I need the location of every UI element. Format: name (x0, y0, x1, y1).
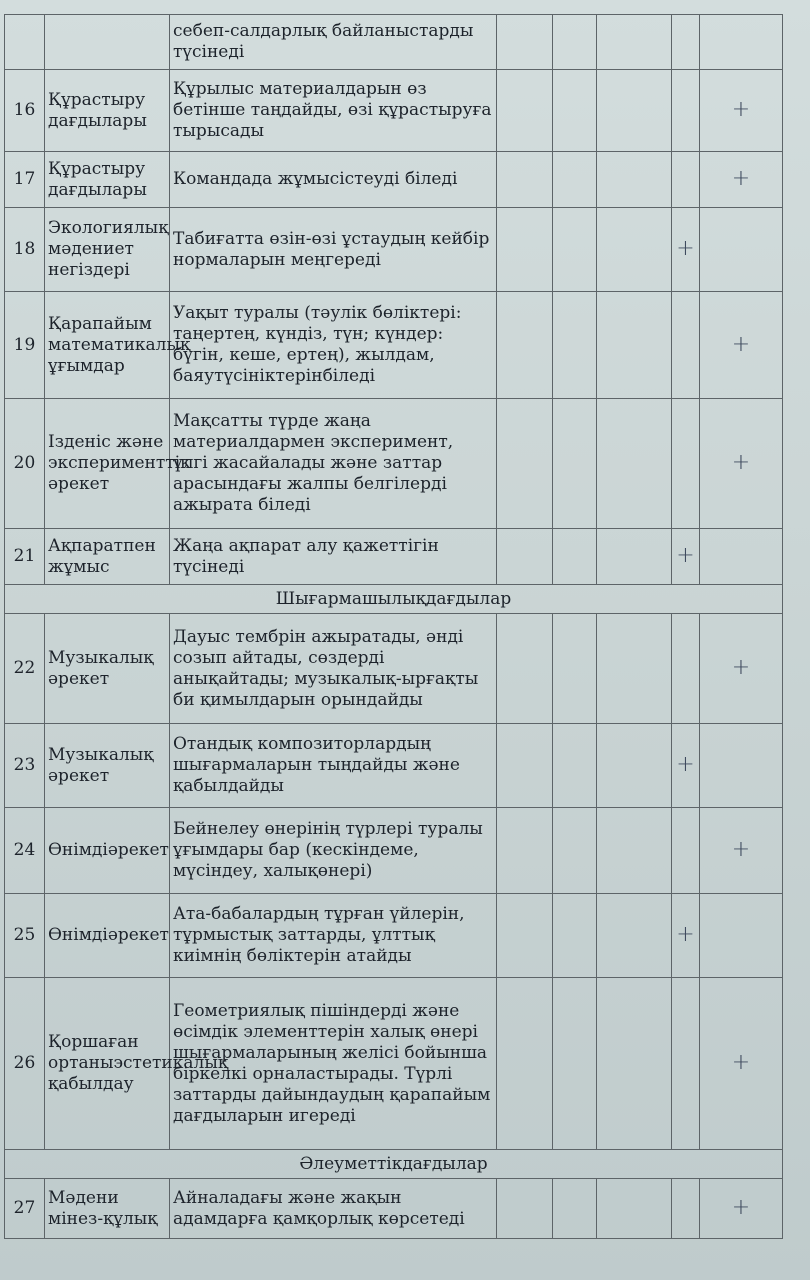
skill-area-cell: Өнімдіәрекет (45, 808, 170, 894)
skill-description-cell: Командада жұмысістеуді біледі (170, 152, 497, 208)
skill-description-cell: Уақыт туралы (тәулік бөліктері: таңертең, күндіз, түн; күндер: бүгін, кеше, ертең), жылдам, баяутүсініктерінбіледі (170, 292, 497, 399)
skill-area-cell (45, 15, 170, 70)
row-number: 23 (5, 724, 45, 808)
skill-description-cell: Мақсатты түрде жаңа материалдармен эксперимент, үлгі жасайалады және заттар арасындағы жалпы белгілерді ажырата біледі (170, 399, 497, 529)
mark-cell-2 (553, 1179, 597, 1239)
section-title: Шығармашылықдағдылар (5, 585, 783, 614)
mark-cell-2 (553, 808, 597, 894)
mark-cell-4 (672, 292, 700, 399)
table-row (5, 15, 783, 70)
mark-cell-4 (672, 894, 700, 978)
row-number: 20 (5, 399, 45, 529)
section-header-row (5, 1150, 783, 1179)
skill-area-cell: Қоршаған ортаныэстетикалық қабылдау (45, 978, 170, 1150)
mark-cell-1 (497, 208, 553, 292)
mark-cell-5 (700, 1179, 783, 1239)
row-number (5, 15, 45, 70)
mark-cell-4 (672, 70, 700, 152)
mark-cell-3 (597, 70, 672, 152)
plus-mark: + (731, 1050, 751, 1075)
mark-cell-2 (553, 399, 597, 529)
skill-description-cell: Бейнелеу өнерінің түрлері туралы ұғымдары бар (кескіндеме, мүсіндеу, халықөнері) (170, 808, 497, 894)
plus-mark: + (731, 331, 751, 357)
skill-description-cell: Жаңа ақпарат алу қажеттігін түсінеді (170, 529, 497, 585)
mark-cell-1 (497, 894, 553, 978)
mark-cell-4 (672, 978, 700, 1150)
mark-cell-1 (497, 292, 553, 399)
skill-area-cell: Құрастыру дағдылары (45, 70, 170, 152)
skill-area-cell: Ізденіс және эксперименттік әрекет (45, 399, 170, 529)
mark-cell-5 (700, 529, 783, 585)
mark-cell-3 (597, 399, 672, 529)
table-row (5, 292, 783, 399)
table-row (5, 70, 783, 152)
mark-cell-2 (553, 614, 597, 724)
plus-mark: + (676, 543, 695, 568)
mark-cell-1 (497, 152, 553, 208)
plus-mark: + (676, 236, 695, 261)
mark-cell-1 (497, 1179, 553, 1239)
mark-cell-2 (553, 978, 597, 1150)
row-number: 22 (5, 614, 45, 724)
plus-mark: + (731, 655, 751, 680)
mark-cell-1 (497, 529, 553, 585)
mark-cell-3 (597, 808, 672, 894)
plus-mark: + (731, 450, 751, 475)
skill-area-cell: Қарапайым математикалық ұғымдар (45, 292, 170, 399)
mark-cell-3 (597, 208, 672, 292)
mark-cell-4 (672, 808, 700, 894)
mark-cell-1 (497, 70, 553, 152)
row-number: 19 (5, 292, 45, 399)
mark-cell-4 (672, 208, 700, 292)
mark-cell-3 (597, 15, 672, 70)
skill-area-cell: Музыкалық әрекет (45, 614, 170, 724)
skill-description-cell: Отандық композиторлардың шығармаларын тыңдайды және қабылдайды (170, 724, 497, 808)
mark-cell-5 (700, 152, 783, 208)
assessment-table (4, 14, 783, 1239)
skill-area-cell: Құрастыру дағдылары (45, 152, 170, 208)
mark-cell-5 (700, 808, 783, 894)
row-number: 25 (5, 894, 45, 978)
table-row (5, 399, 783, 529)
row-number: 24 (5, 808, 45, 894)
skill-area-cell: Өнімдіәрекет (45, 894, 170, 978)
mark-cell-4 (672, 724, 700, 808)
mark-cell-4 (672, 529, 700, 585)
table-row (5, 978, 783, 1150)
mark-cell-3 (597, 1179, 672, 1239)
mark-cell-1 (497, 614, 553, 724)
mark-cell-2 (553, 15, 597, 70)
table-row (5, 808, 783, 894)
section-title: Әлеуметтікдағдылар (5, 1150, 783, 1179)
plus-mark: + (731, 1195, 751, 1220)
mark-cell-4 (672, 15, 700, 70)
mark-cell-2 (553, 529, 597, 585)
mark-cell-3 (597, 529, 672, 585)
mark-cell-5 (700, 70, 783, 152)
skill-description-cell: Айналадағы және жақын адамдарға қамқорлық көрсетеді (170, 1179, 497, 1239)
skill-description-cell: себеп-салдарлық байланыстарды түсінеді (170, 15, 497, 70)
skill-description-cell: Құрылыс материалдарын өз бетінше таңдайды, өзі құрастыруға тырысады (170, 70, 497, 152)
row-number: 27 (5, 1179, 45, 1239)
mark-cell-2 (553, 70, 597, 152)
plus-mark: + (676, 922, 695, 947)
table-body (5, 15, 783, 1239)
mark-cell-5 (700, 614, 783, 724)
section-header-row (5, 585, 783, 614)
table-row (5, 614, 783, 724)
mark-cell-5 (700, 399, 783, 529)
row-number: 18 (5, 208, 45, 292)
table-row (5, 208, 783, 292)
mark-cell-5 (700, 292, 783, 399)
skill-description-cell: Дауыс тембрін ажыратады, әнді созып айтады, сөздерді анықайтады; музыкалық-ырғақты би қимылдарын орындайды (170, 614, 497, 724)
table-row (5, 724, 783, 808)
skill-area-cell: Ақпаратпен жұмыс (45, 529, 170, 585)
skill-description-cell: Ата-бабалардың тұрған үйлерін, тұрмыстық заттарды, ұлттық киімнің бөліктерін атайды (170, 894, 497, 978)
mark-cell-5 (700, 15, 783, 70)
table-row (5, 1179, 783, 1239)
mark-cell-1 (497, 399, 553, 529)
table-row (5, 894, 783, 978)
row-number: 21 (5, 529, 45, 585)
mark-cell-3 (597, 614, 672, 724)
mark-cell-5 (700, 724, 783, 808)
row-number: 17 (5, 152, 45, 208)
row-number: 16 (5, 70, 45, 152)
plus-mark: + (731, 166, 751, 191)
mark-cell-2 (553, 724, 597, 808)
table-row (5, 152, 783, 208)
mark-cell-3 (597, 978, 672, 1150)
mark-cell-3 (597, 292, 672, 399)
mark-cell-5 (700, 208, 783, 292)
plus-mark: + (731, 97, 751, 122)
mark-cell-1 (497, 808, 553, 894)
mark-cell-1 (497, 15, 553, 70)
mark-cell-5 (700, 978, 783, 1150)
mark-cell-2 (553, 894, 597, 978)
mark-cell-2 (553, 208, 597, 292)
skill-area-cell: Мәдени мінез-құлық (45, 1179, 170, 1239)
mark-cell-1 (497, 978, 553, 1150)
mark-cell-4 (672, 1179, 700, 1239)
skill-area-cell: Экологиялық мәдениет негіздері (45, 208, 170, 292)
table-row (5, 529, 783, 585)
plus-mark: + (731, 837, 751, 862)
mark-cell-3 (597, 894, 672, 978)
skill-area-cell: Музыкалық әрекет (45, 724, 170, 808)
skill-description-cell: Геометриялық пішіндерді және өсімдік элементтерін халық өнері шығармаларының желісі бойынша біркелкі орналастырады. Түрлі заттарды дайындаудың қарапайым дағдыларын игереді (170, 978, 497, 1150)
mark-cell-5 (700, 894, 783, 978)
mark-cell-1 (497, 724, 553, 808)
mark-cell-4 (672, 399, 700, 529)
row-number: 26 (5, 978, 45, 1150)
plus-mark: + (676, 752, 695, 777)
mark-cell-2 (553, 292, 597, 399)
skill-description-cell: Табиғатта өзін-өзі ұстаудың кейбір нормаларын меңгереді (170, 208, 497, 292)
mark-cell-3 (597, 152, 672, 208)
mark-cell-3 (597, 724, 672, 808)
mark-cell-4 (672, 152, 700, 208)
mark-cell-2 (553, 152, 597, 208)
mark-cell-4 (672, 614, 700, 724)
